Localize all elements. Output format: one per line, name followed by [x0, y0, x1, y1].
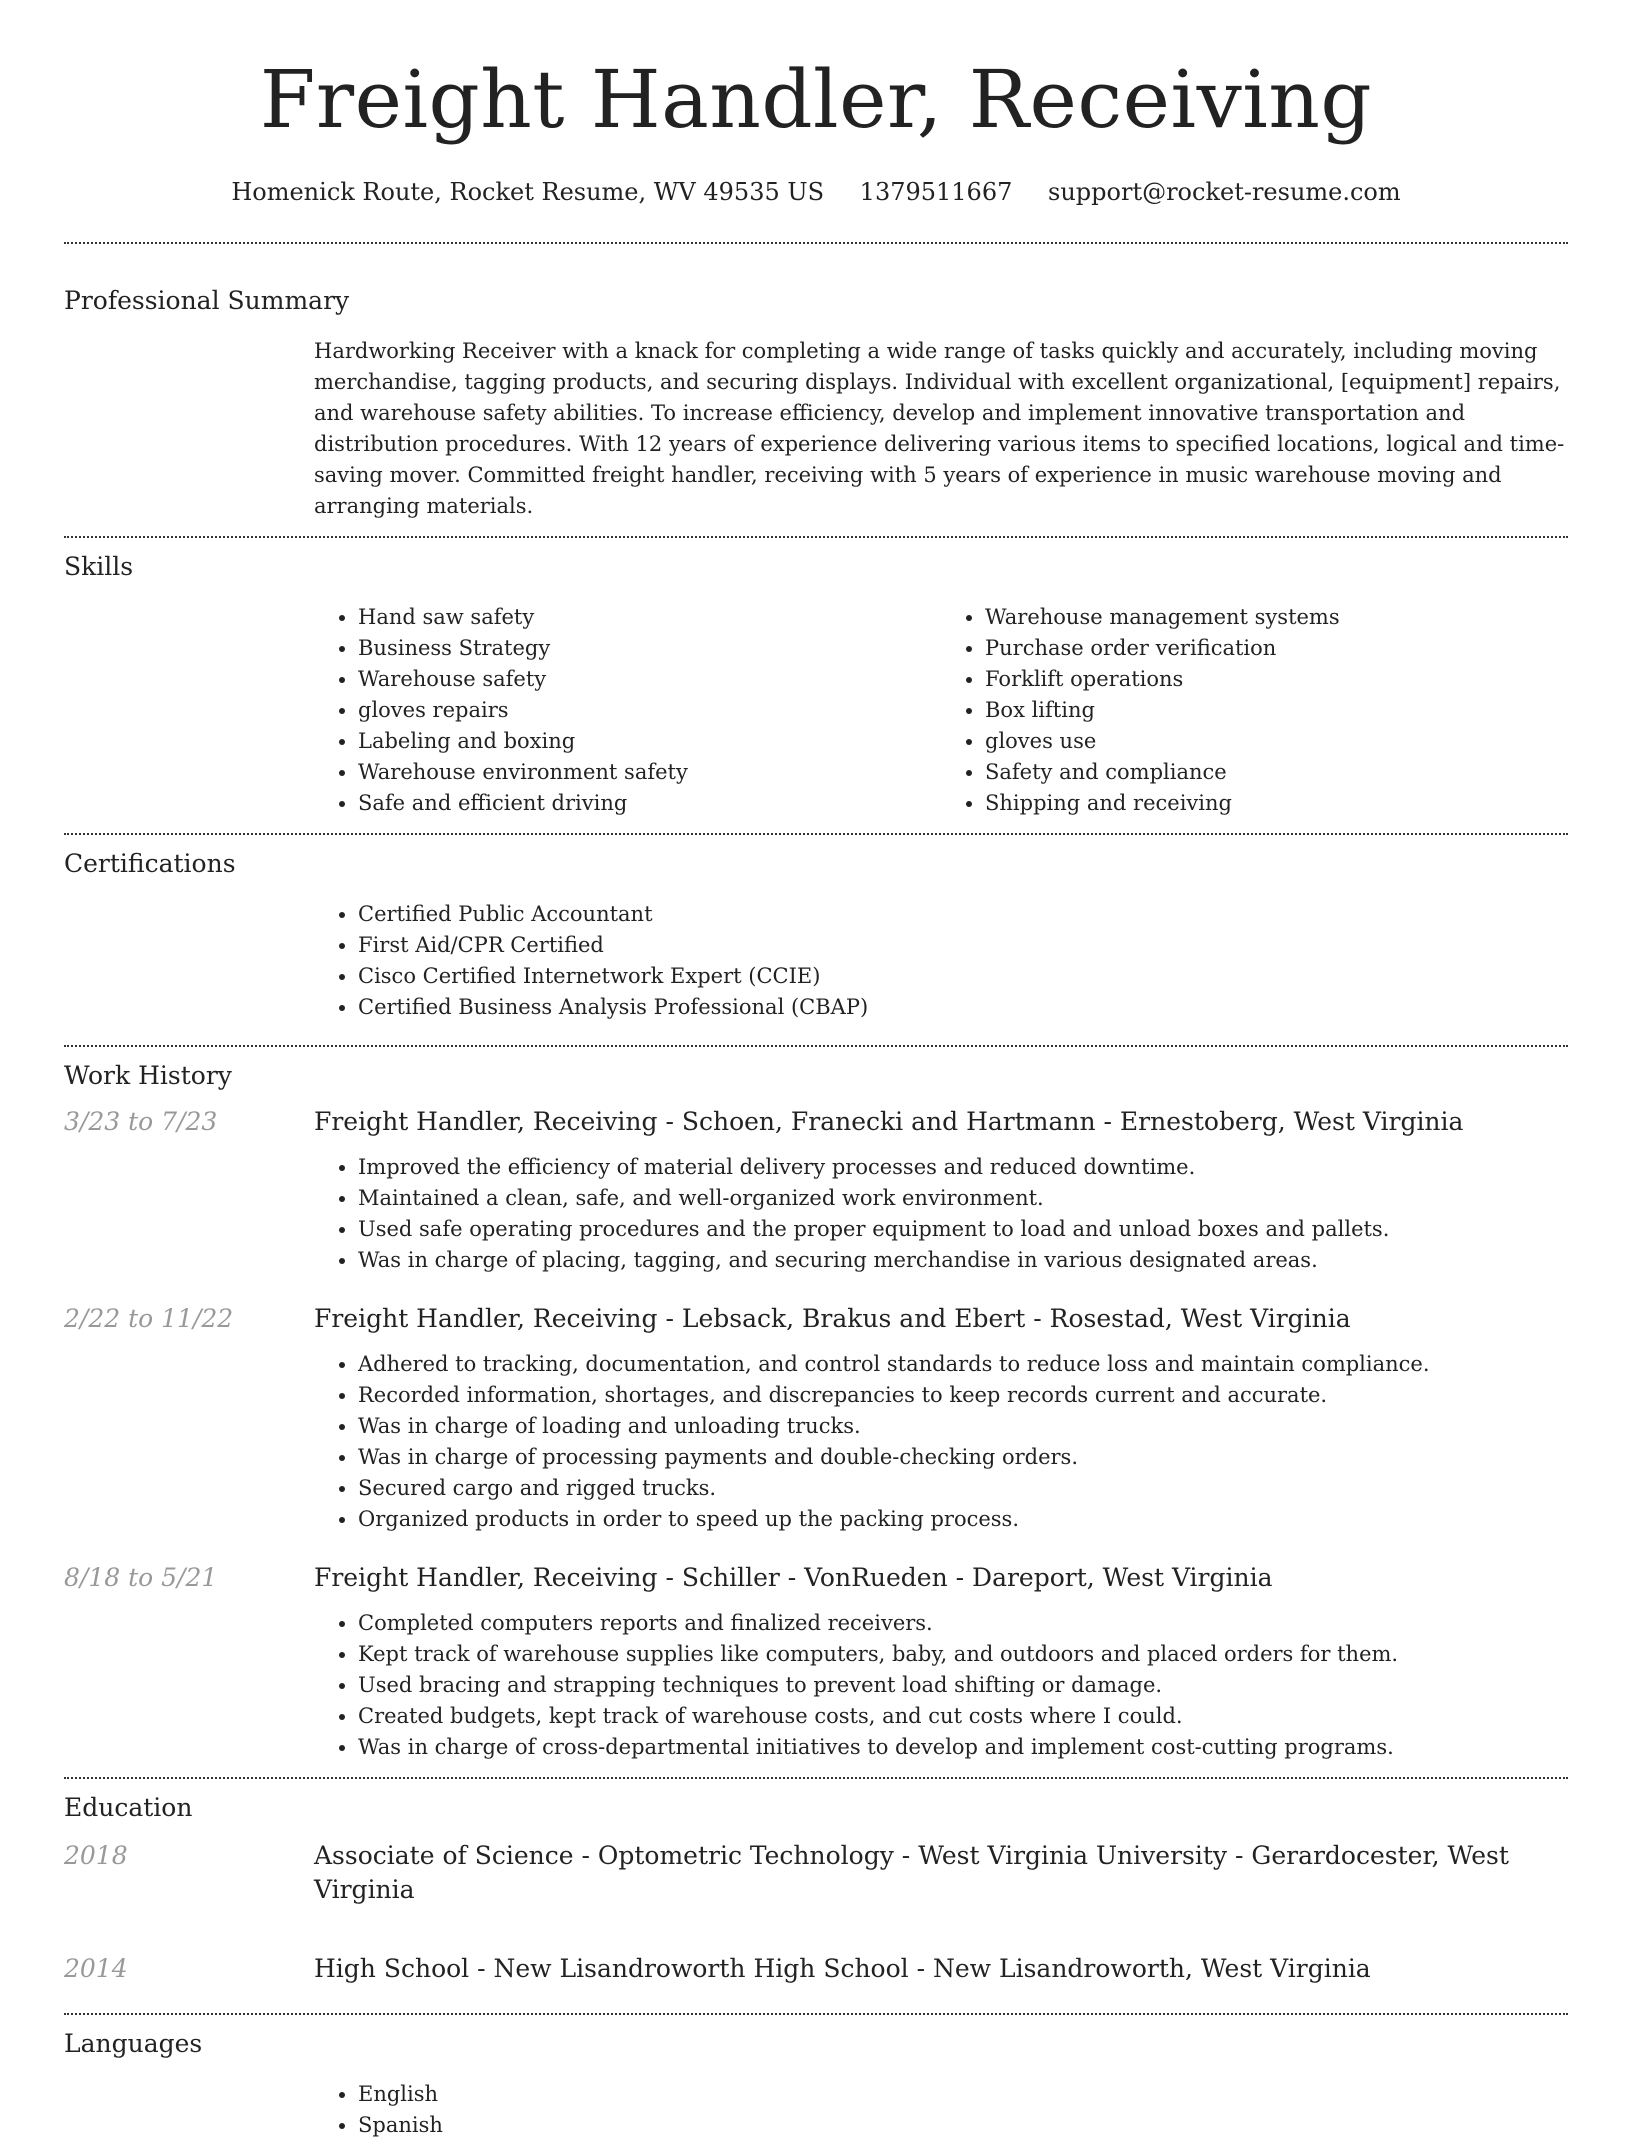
education-year: 2018 [64, 1841, 128, 1870]
job-bullet: • Used safe operating procedures and the proper equipment to load and unload boxes and pallets. [358, 1214, 1568, 1245]
languages-section [64, 2015, 1568, 2141]
skill-item: • gloves use [985, 726, 1568, 757]
skill-item: • Box lifting [985, 695, 1568, 726]
skills-list-right [941, 602, 1568, 819]
language-item: • Spanish [358, 2110, 1568, 2141]
skill-item: • Safe and efficient driving [358, 788, 941, 819]
job-bullets [314, 1608, 1568, 1763]
job-bullet: • Secured cargo and rigged trucks. [358, 1473, 1568, 1504]
job-heading: Freight Handler, Receiving - Schiller - VonRueden - Dareport, West Virginia [314, 1563, 1273, 1592]
certification-item: • Cisco Certified Internetwork Expert (CCIE) [358, 961, 1568, 992]
job-bullet: • Maintained a clean, safe, and well-organized work environment. [358, 1183, 1568, 1214]
certifications-section [64, 835, 1568, 1045]
skill-item: • Safety and compliance [985, 757, 1568, 788]
job-entry [64, 1302, 1568, 1535]
job-bullet: • Was in charge of cross-departmental initiatives to develop and implement cost-cutting programs. [358, 1732, 1568, 1763]
skill-item: • Shipping and receiving [985, 788, 1568, 819]
job-heading: Freight Handler, Receiving - Lebsack, Brakus and Ebert - Rosestad, West Virginia [314, 1304, 1351, 1333]
job-entry [64, 1561, 1568, 1763]
skill-item: • Hand saw safety [358, 602, 941, 633]
job-bullet: • Adhered to tracking, documentation, and control standards to reduce loss and maintain compliance. [358, 1349, 1568, 1380]
job-bullet: • Was in charge of placing, tagging, and securing merchandise in various designated areas. [358, 1245, 1568, 1276]
section-title-work-history: Work History [64, 1061, 232, 1090]
job-dates: 8/18 to 5/21 [64, 1563, 218, 1592]
contact-email: support@rocket-resume.com [1048, 178, 1401, 206]
section-title-skills: Skills [64, 552, 134, 581]
job-bullet: • Was in charge of processing payments and double-checking orders. [358, 1442, 1568, 1473]
summary-text: Hardworking Receiver with a knack for completing a wide range of tasks quickly and accurately, including moving merchandise, tagging products, and securing displays. Individual with excellent organizational, [equipment] repairs, and warehouse safety abilities. To increase efficiency, develop and implement innovative transportation and distribution procedures. With 12 years of experience delivering various items to specified locations, logical and time-saving mover. Committed freight handler, receiving with 5 years of experience in music warehouse moving and arranging materials. [314, 339, 1565, 518]
skill-item: • Warehouse management systems [985, 602, 1568, 633]
job-bullet: • Recorded information, shortages, and discrepancies to keep records current and accurate. [358, 1380, 1568, 1411]
certification-item: • First Aid/CPR Certified [358, 930, 1568, 961]
skill-item: • Labeling and boxing [358, 726, 941, 757]
certification-item: • Certified Business Analysis Professional (CBAP) [358, 992, 1568, 1023]
section-title-languages: Languages [64, 2029, 203, 2058]
job-heading: Freight Handler, Receiving - Schoen, Franecki and Hartmann - Ernestoberg, West Virginia [314, 1107, 1464, 1136]
languages-list [314, 2079, 1568, 2141]
job-bullet: • Was in charge of loading and unloading trucks. [358, 1411, 1568, 1442]
job-bullet: • Kept track of warehouse supplies like computers, baby, and outdoors and placed orders for them. [358, 1639, 1568, 1670]
candidate-name: Freight Handler, Receiving [259, 53, 1373, 146]
job-bullets [314, 1349, 1568, 1535]
job-bullet: • Improved the efficiency of material delivery processes and reduced downtime. [358, 1152, 1568, 1183]
language-item: • English [358, 2079, 1568, 2110]
job-bullets [314, 1152, 1568, 1276]
contact-line [64, 176, 1568, 208]
job-bullet: • Used bracing and strapping techniques to prevent load shifting or damage. [358, 1670, 1568, 1701]
education-entry [64, 1839, 1568, 1920]
skill-item: • Forklift operations [985, 664, 1568, 695]
section-title-certifications: Certifications [64, 849, 236, 878]
education-section [64, 1779, 1568, 2013]
section-title-education: Education [64, 1793, 193, 1822]
summary-section [64, 244, 1568, 536]
certification-item: • Certified Public Accountant [358, 899, 1568, 930]
job-bullet: • Organized products in order to speed up the packing process. [358, 1504, 1568, 1535]
skill-item: • gloves repairs [358, 695, 941, 726]
skill-item: • Business Strategy [358, 633, 941, 664]
job-dates: 3/23 to 7/23 [64, 1107, 218, 1136]
skills-section [64, 538, 1568, 833]
certifications-list [314, 899, 1568, 1023]
skill-item: • Purchase order verification [985, 633, 1568, 664]
skill-item: • Warehouse environment safety [358, 757, 941, 788]
education-entry [64, 1952, 1568, 1999]
work-history-section [64, 1047, 1568, 1777]
job-dates: 2/22 to 11/22 [64, 1304, 234, 1333]
job-entry [64, 1105, 1568, 1276]
skill-item: • Warehouse safety [358, 664, 941, 695]
education-year: 2014 [64, 1954, 128, 1983]
contact-address: Homenick Route, Rocket Resume, WV 49535 US [231, 178, 825, 206]
skills-list-left [314, 602, 941, 819]
job-bullet: • Created budgets, kept track of warehouse costs, and cut costs where I could. [358, 1701, 1568, 1732]
job-bullet: • Completed computers reports and finalized receivers. [358, 1608, 1568, 1639]
education-detail: High School - New Lisandroworth High School - New Lisandroworth, West Virginia [314, 1954, 1371, 1983]
education-detail: Associate of Science - Optometric Technology - West Virginia University - Gerardocester, West Virginia [314, 1841, 1509, 1904]
contact-phone: 1379511667 [859, 178, 1013, 206]
section-title-summary: Professional Summary [64, 286, 350, 315]
